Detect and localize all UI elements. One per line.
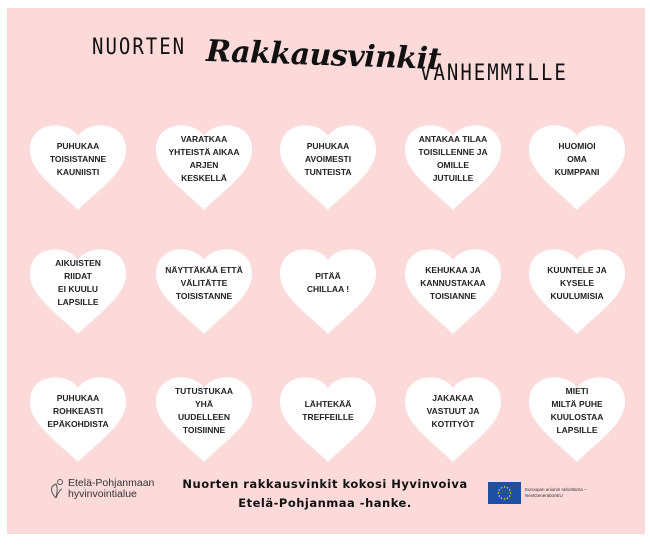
tip-text: PITÄÄ CHILLAA ! — [306, 271, 350, 294]
eu-star — [504, 486, 506, 488]
tip-text: NÄYTTÄKÄÄ ETTÄ VÄLITÄTTE TOISISTANNE — [165, 264, 243, 301]
eu-star — [499, 495, 501, 497]
tip-text: ANTAKAA TILAA TOISILLENNE JA OMILLE JUTUILLE — [418, 134, 488, 183]
tip-text: VARATKAA YHTEISTÄ AIKAA ARJEN KESKELLÄ — [168, 134, 240, 183]
tip-heart — [154, 120, 254, 212]
tip-heart — [527, 372, 627, 464]
credit-text — [180, 475, 470, 513]
eu-star — [498, 492, 500, 494]
title-vanhemmille: VANHEMMILLE — [420, 60, 568, 86]
credit-line-2: Etelä-Pohjanmaa -hanke. — [238, 496, 412, 510]
title-nuorten: NUORTEN — [92, 34, 187, 60]
tip-text: PUHUKAA AVOIMESTI TUNTEISTA — [304, 140, 352, 177]
tip-text: LÄHTEKÄÄ TREFFEILLE — [302, 399, 354, 422]
eu-star — [509, 495, 511, 497]
tip-heart — [154, 372, 254, 464]
tip-heart — [403, 244, 503, 336]
tip-heart — [527, 244, 627, 336]
eu-funding-logo — [488, 482, 605, 504]
tip-heart — [278, 372, 378, 464]
eu-funding-text: Euroopan unionin rahoittama – NextGenerationEU — [525, 487, 587, 498]
tip-heart — [278, 244, 378, 336]
tip-text: HUOMIOI OMA KUMPPANI — [554, 140, 600, 177]
tip-heart — [403, 372, 503, 464]
tip-text: PUHUKAA TOISISTANNE KAUNIISTI — [49, 140, 107, 177]
eu-star — [509, 489, 511, 491]
eu-star — [504, 498, 506, 500]
tip-text: PUHUKAA ROHKEASTI EPÄKOHDISTA — [47, 392, 109, 429]
eu-star — [499, 489, 501, 491]
leaf-icon — [48, 478, 64, 500]
tip-heart — [527, 120, 627, 212]
eu-star — [507, 497, 509, 499]
tip-heart — [154, 244, 254, 336]
hyvinvointialue-name: Etelä-Pohjanmaan hyvinvointialue — [68, 477, 155, 500]
tip-text: KEHUKAA JA KANNUSTAKAA TOISIANNE — [420, 264, 486, 301]
tip-heart — [28, 372, 128, 464]
tip-heart — [28, 244, 128, 336]
credit-line-1: Nuorten rakkausvinkit kokosi Hyvinvoiva — [182, 477, 468, 491]
tip-heart — [278, 120, 378, 212]
eu-flag-icon — [488, 482, 521, 504]
tip-text: MIETI MILTÄ PUHE KUULOSTAA LAPSILLE — [550, 386, 604, 435]
tip-text: AIKUISTEN RIIDAT EI KUULU LAPSILLE — [55, 258, 101, 307]
tip-text: KUUNTELE JA KYSELE KUULUMISIA — [547, 264, 607, 301]
tip-text: TUTUSTUKAA YHÄ UUDELLEEN TOISIINNE — [174, 386, 234, 435]
eu-star — [501, 487, 503, 489]
tip-text: JAKAKAA VASTUUT JA KOTITYÖT — [426, 392, 480, 429]
tip-heart — [28, 120, 128, 212]
eu-star — [501, 497, 503, 499]
eu-star — [510, 492, 512, 494]
hyvinvointialue-logo — [48, 478, 154, 500]
title-rakkausvinkit: Rakkausvinkit — [205, 33, 442, 78]
eu-star — [507, 487, 509, 489]
tip-heart — [403, 120, 503, 212]
